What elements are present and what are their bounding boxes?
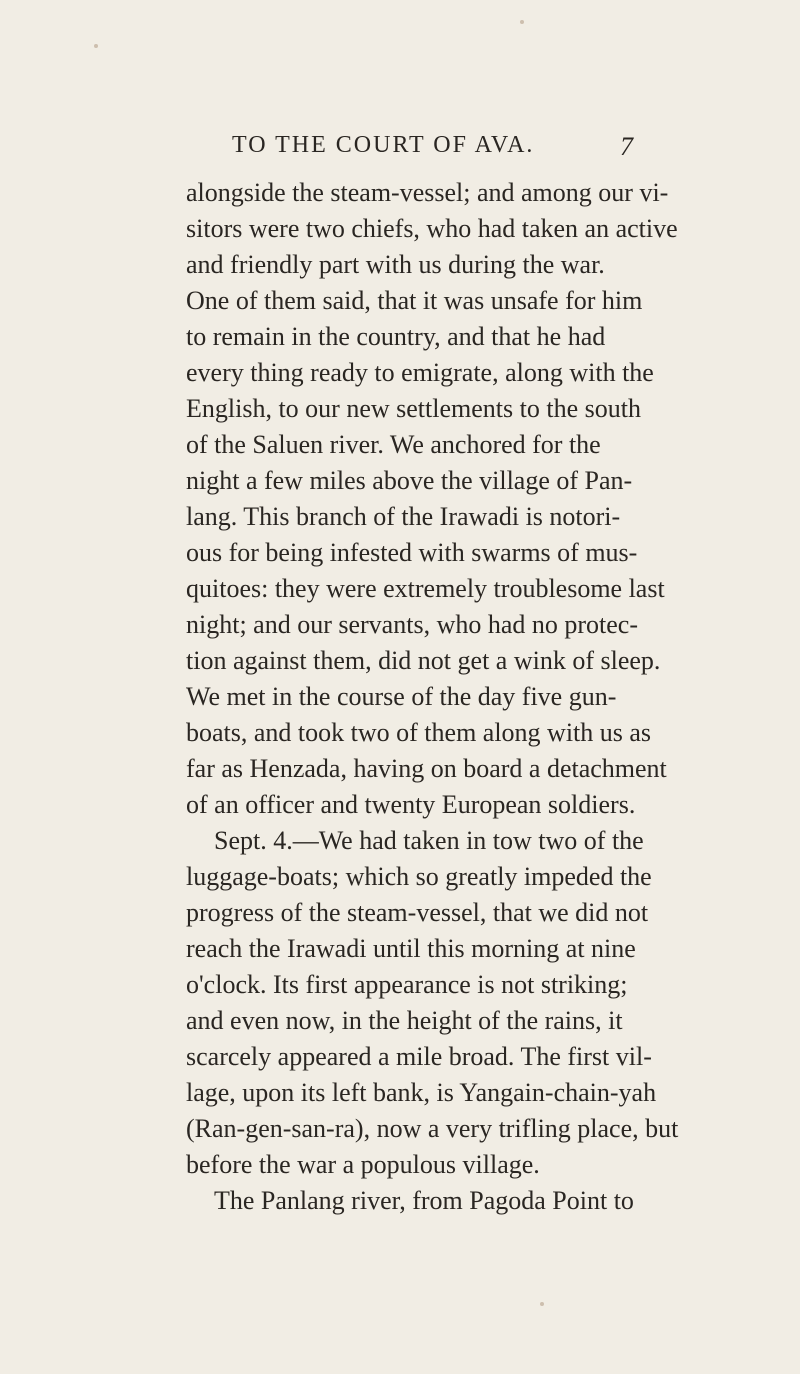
text-line: before the war a populous village. [186,1150,540,1179]
running-head: TO THE COURT OF AVA. [232,132,535,158]
text-line: Sept. 4.—We had taken in tow two of the [214,826,644,855]
text-line: One of them said, that it was unsafe for him [186,286,643,315]
paper-speck [520,20,524,24]
page-number: 7 [620,132,633,161]
text-line: reach the Irawadi until this morning at nine [186,934,636,963]
text-line: ous for being infested with swarms of mus- [186,538,638,567]
paper-speck [540,1302,544,1306]
text-line: alongside the steam-vessel; and among our vi- [186,178,669,207]
text-line: (Ran-gen-san-ra), now a very trifling place, but [186,1114,679,1143]
text-line: sitors were two chiefs, who had taken an active [186,214,678,243]
text-line: lage, upon its left bank, is Yangain-chain-yah [186,1078,657,1107]
text-line: tion against them, did not get a wink of sleep. [186,646,661,675]
text-line: night a few miles above the village of Pan- [186,466,633,495]
text-line: night; and our servants, who had no protec- [186,610,639,639]
text-line: quitoes: they were extremely troublesome last [186,574,665,603]
text-line: to remain in the country, and that he had [186,322,606,351]
text-line: scarcely appeared a mile broad. The first vil- [186,1042,652,1071]
text-line: of the Saluen river. We anchored for the [186,430,601,459]
text-line: far as Henzada, having on board a detachment [186,754,667,783]
page-header [232,132,652,166]
text-line: and friendly part with us during the war. [186,250,605,279]
text-line: boats, and took two of them along with us as [186,718,652,747]
text-line: English, to our new settlements to the south [186,394,641,423]
text-line: lang. This branch of the Irawadi is notori- [186,502,621,531]
text-line: The Panlang river, from Pagoda Point to [214,1186,634,1215]
text-line: of an officer and twenty European soldiers. [186,790,636,819]
text-line: and even now, in the height of the rains, it [186,1006,623,1035]
text-line: We met in the course of the day five gun- [186,682,617,711]
text-line: every thing ready to emigrate, along with the [186,358,654,387]
text-line: o'clock. Its first appearance is not striking; [186,970,628,999]
text-line: luggage-boats; which so greatly impeded the [186,862,652,891]
paper-speck [94,44,98,48]
text-line: progress of the steam-vessel, that we did not [186,898,649,927]
